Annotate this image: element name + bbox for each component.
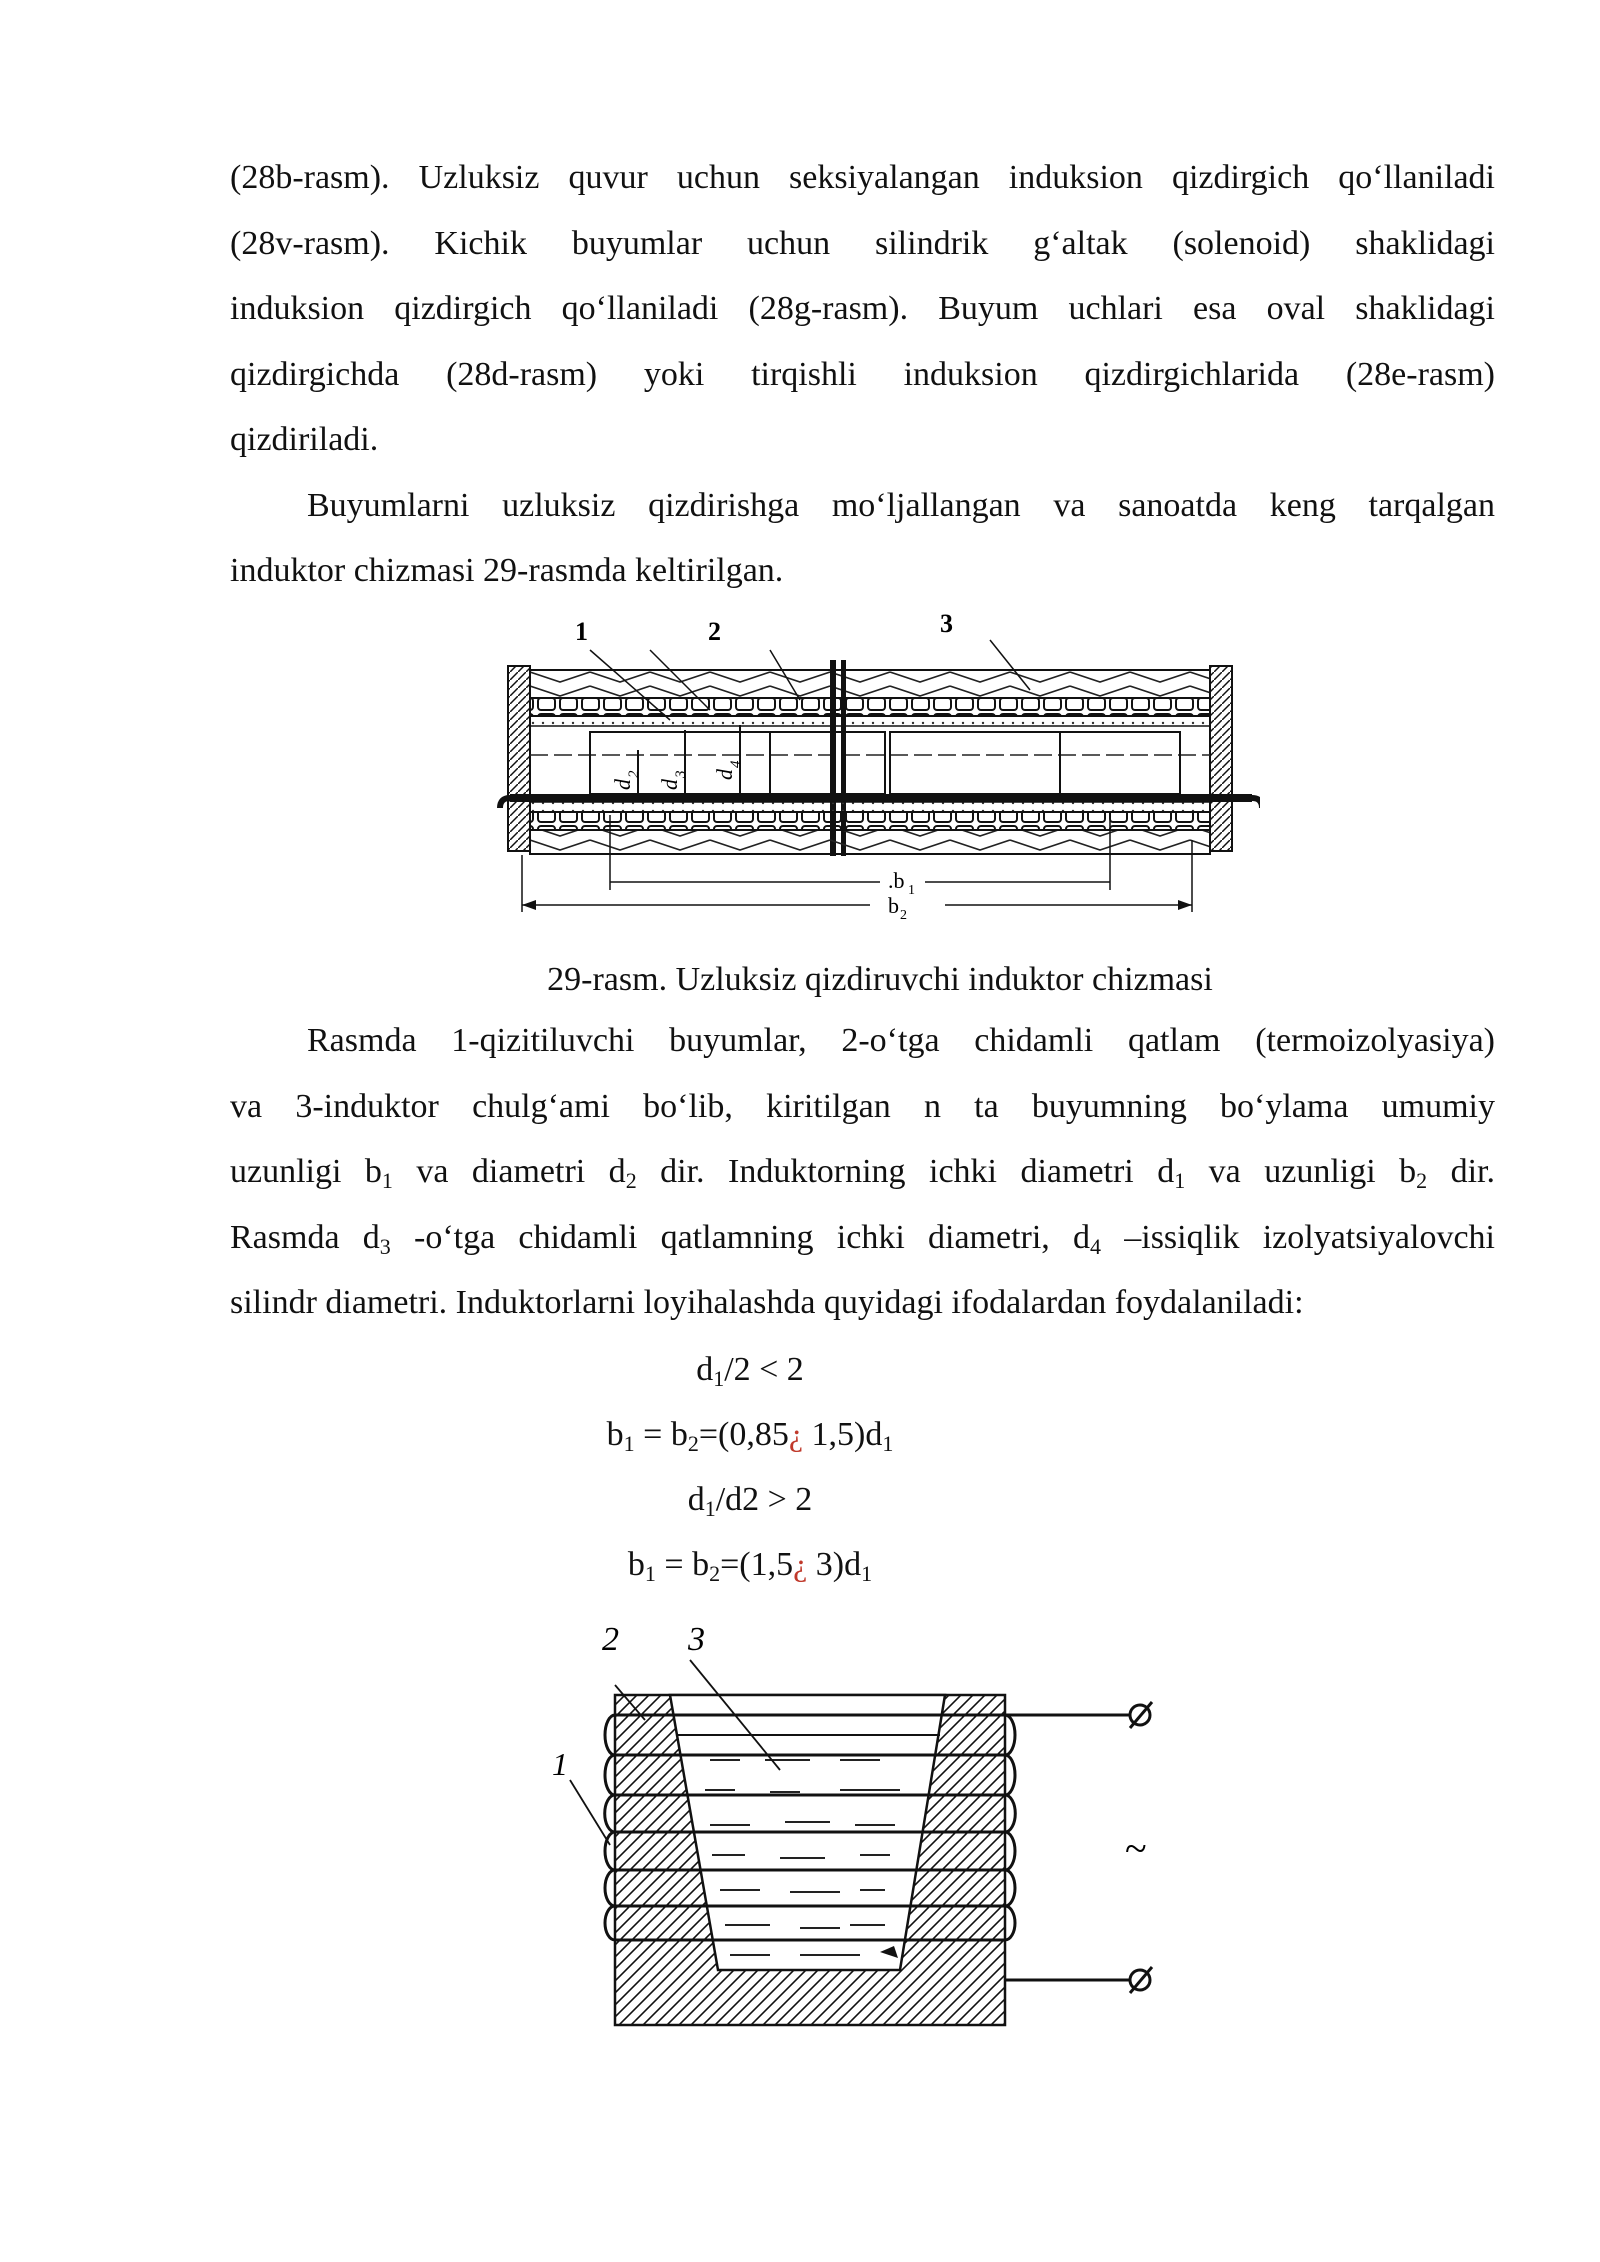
figure-crucible-furnace-drawing <box>540 1600 1180 2040</box>
label-b1: .b <box>888 868 905 893</box>
body-text-top <box>230 145 1495 604</box>
label-d4-sub: 4 <box>728 760 744 768</box>
callout-2: 2 <box>708 617 721 646</box>
text-line: va 3-induktor chulg‘ami bo‘lib, kiritilgan n ta buyumning bo‘ylama umumiy <box>230 1087 1495 1125</box>
text-line: qizdirgichda (28d-rasm) yoki tirqishli induksion qizdirgichlarida (28e-rasm) <box>230 355 1495 393</box>
formula-1: $d_1/2 < 2$ <box>696 1351 804 1391</box>
label-d2: d <box>610 779 635 790</box>
label-b2-sub: 2 <box>900 908 907 923</box>
text-line: induktor chizmasi 29-rasmda keltirilgan. <box>230 552 784 589</box>
text-line: induksion qizdirgich qo‘llaniladi (28g-rasm). Buyum uchlari esa oval shaklidagi <box>230 290 1495 327</box>
formula-2: $b_1$ = $b_2=(0,85¿$ $1,5)d_1$ <box>606 1416 894 1456</box>
callout-2-fig30: 2 <box>602 1621 619 1658</box>
formula-3: $d_1/d2 > 2$ <box>687 1481 813 1521</box>
text-line: uzunligi $b_1$ va diametri $d_2$ dir. Induktorning ichki diametri $d_1$ va uzunligi $b_2$ dir. <box>230 1153 1495 1193</box>
formula-4: $b_1$ = $b_2=(1,5¿$ $3)d_1$ <box>627 1546 873 1586</box>
label-d3-sub: 3 <box>673 770 689 778</box>
label-d2-sub: 2 <box>626 770 642 778</box>
callout-1-fig30: 1 <box>552 1746 568 1782</box>
figure-29-caption: 29-rasm. Uzluksiz qizdiruvchi induktor chizmasi <box>547 961 1213 998</box>
label-b2: b <box>888 893 899 918</box>
text-line: (28b-rasm). Uzluksiz quvur uchun seksiyalangan induksion qizdirgich qo‘llaniladi <box>230 159 1495 196</box>
text-line: (28v-rasm). Kichik buyumlar uchun silindrik g‘altak (solenoid) shaklidagi <box>230 224 1495 262</box>
callout-1: 1 <box>575 617 588 646</box>
text-line: Rasmda $d_3$ -o‘tga chidamli qatlamning ichki diametri, $d_4$ –issiqlik izolyatsiyalovchi <box>230 1218 1495 1259</box>
figure-29-inductor-drawing <box>470 600 1260 930</box>
label-d4: d <box>712 769 737 780</box>
callout-3: 3 <box>940 609 953 638</box>
text-line: Buyumlarni uzluksiz qizdirishga mo‘ljallangan va sanoatda keng tarqalgan <box>307 486 1495 524</box>
text-line: Rasmda 1-qizitiluvchi buyumlar, 2-o‘tga chidamli qatlam (termoizolyasiya) <box>307 1022 1495 1059</box>
text-line: qizdiriladi. <box>230 421 379 458</box>
text-line: silindr diametri. Induktorlarni loyihalashda quyidagi ifodalardan foydalaniladi: <box>230 1284 1304 1321</box>
ac-symbol: ~ <box>1125 1826 1147 1871</box>
body-text-middle <box>230 1008 1495 1336</box>
label-b1-sub: 1 <box>908 883 915 898</box>
callout-3-fig30: 3 <box>688 1621 705 1658</box>
label-d3: d <box>657 779 682 790</box>
